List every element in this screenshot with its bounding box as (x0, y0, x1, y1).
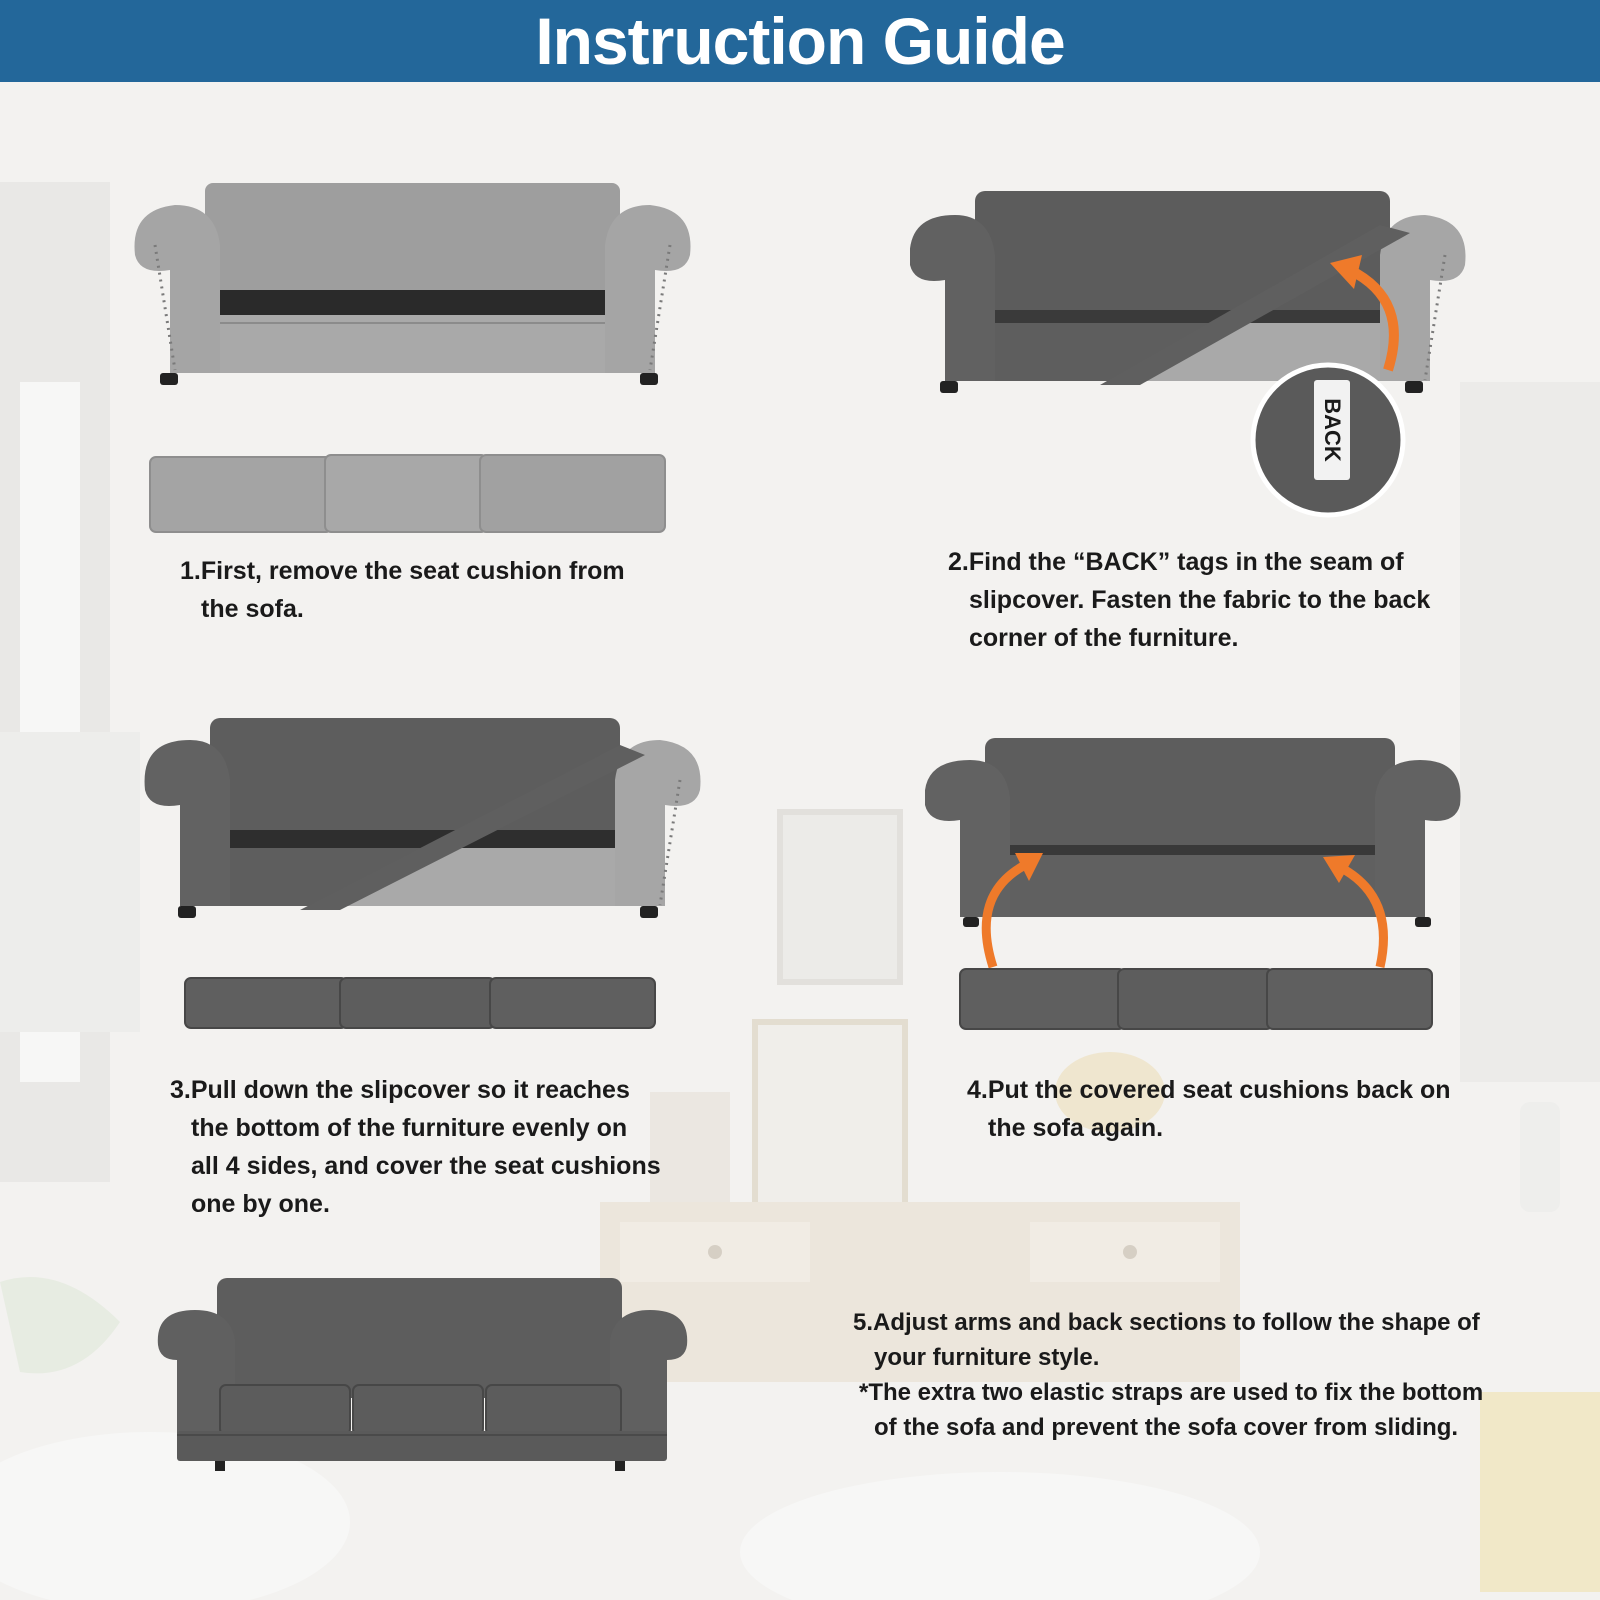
covered-cushion (185, 978, 347, 1028)
left-arm (135, 205, 221, 373)
seat-cushion (220, 1385, 350, 1435)
seat-cushion (353, 1385, 483, 1435)
step-2-text (948, 543, 1430, 657)
right-arm (605, 205, 691, 373)
step-note-line: *The extra two elastic straps are used to fix the bottom (859, 1379, 1484, 1406)
step-text-line: the sofa again. (988, 1114, 1164, 1142)
right-arm (1375, 760, 1461, 917)
back-tag-label: BACK (1320, 398, 1345, 462)
step-note-line: of the sofa and prevent the sofa cover from sliding. (874, 1414, 1459, 1441)
seat-cushion (486, 1385, 621, 1435)
step-text-line: 4.Put the covered seat cushions back on (967, 1076, 1451, 1104)
sofa-front-rail (970, 855, 1420, 917)
covered-cushion (960, 969, 1125, 1029)
covered-cushion (340, 978, 495, 1028)
step-text-line: slipcover. Fasten the fabric to the back (969, 586, 1431, 614)
left-arm (910, 215, 995, 381)
step-text-line: your furniture style. (874, 1344, 1100, 1371)
step-text-line: the bottom of the furniture evenly on (191, 1114, 628, 1142)
step-text-line: 2.Find the “BACK” tags in the seam of (948, 548, 1404, 576)
covered-cushion (1267, 969, 1432, 1029)
loose-cushion (150, 457, 332, 532)
header-banner (0, 0, 1600, 82)
loose-cushion (325, 455, 487, 532)
step-text-line: the sofa. (201, 595, 304, 623)
step-4-text (967, 1071, 1450, 1147)
step-text-line: 3.Pull down the slipcover so it reaches (170, 1076, 630, 1104)
step-3-text (170, 1071, 661, 1223)
sofa-back (985, 738, 1395, 863)
step2-illustration (910, 185, 1475, 520)
step-5-text (853, 1305, 1483, 1445)
covered-cushion (1118, 969, 1273, 1029)
step4-illustration (925, 735, 1470, 1035)
step-text-line: 5.Adjust arms and back sections to follow the shape of (853, 1309, 1480, 1336)
step5-illustration (155, 1275, 690, 1495)
page-title: Instruction Guide (535, 4, 1065, 78)
left-arm (145, 740, 230, 906)
step-text-line: corner of the furniture. (969, 624, 1239, 652)
loose-cushion (480, 455, 665, 532)
covered-cushion (490, 978, 655, 1028)
step-1-text (180, 552, 625, 628)
right-arm (615, 740, 701, 906)
step3-illustration (140, 700, 710, 1030)
sofa-back (217, 1278, 622, 1398)
step-text-line: all 4 sides, and cover the seat cushions (191, 1152, 661, 1180)
step1-illustration (125, 175, 700, 535)
step-text-line: one by one. (191, 1190, 330, 1218)
step-text-line: 1.First, remove the seat cushion from (180, 557, 625, 585)
